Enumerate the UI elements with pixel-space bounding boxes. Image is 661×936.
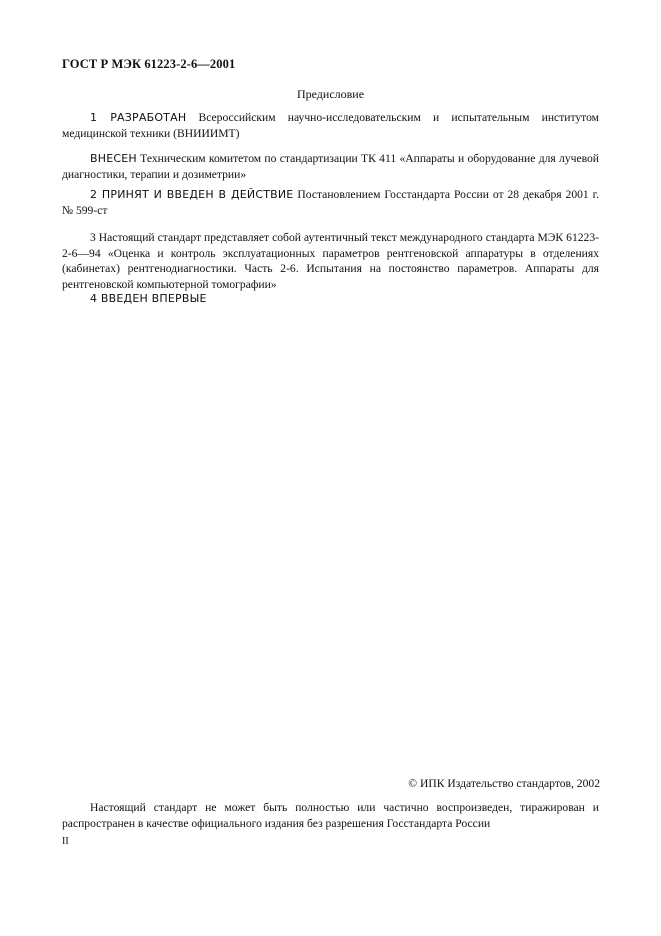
section-3-authentic-text [62,230,599,292]
section-1-developed [62,110,599,141]
section-1-text: Всероссийским научно-исследовательским и испытательным институтом медицинской техники (ВНИИИМТ) [62,111,599,140]
section-introduced-label: ВНЕСЕН [90,152,137,165]
section-2-adopted [62,187,599,218]
section-1-label: 1 РАЗРАБОТАН [90,111,187,124]
section-introduced-text: Техническим комитетом по стандартизации ТК 411 «Аппараты и оборудование для лучевой диагностики, терапии и дозиметрии» [62,152,599,181]
document-code-header: ГОСТ Р МЭК 61223-2-6—2001 [62,57,236,71]
section-3-text: 3 Настоящий стандарт представляет собой аутентичный текст международного стандарта МЭК 61223-2-6—94 «Оценка и контроль эксплуатационных параметров рентгеновской аппаратуры в отделениях (кабинетах) рентгенодиагностики. Часть 2-6. Испытания на постоянство параметров. Аппараты для рентгеновской компьютерной томографии» [62,231,599,291]
section-2-text: Постановлением Госстандарта России от 28 декабря 2001 г. № 599-ст [62,188,599,217]
section-2-label: 2 ПРИНЯТ И ВВЕДЕН В ДЕЙСТВИЕ [90,188,294,201]
section-introduced-by [62,151,599,182]
page-number: II [62,836,69,847]
section-4-label: 4 ВВЕДЕН ВПЕРВЫЕ [90,292,207,305]
copyright-line: © ИПК Издательство стандартов, 2002 [408,777,600,790]
reproduction-notice: Настоящий стандарт не может быть полностью или частично воспроизведен, тиражирован и распространен в качестве официального издания без разрешения Госстандарта России [62,801,599,830]
page-title: Предисловие [296,87,365,101]
section-4-first-introduced [62,291,599,307]
